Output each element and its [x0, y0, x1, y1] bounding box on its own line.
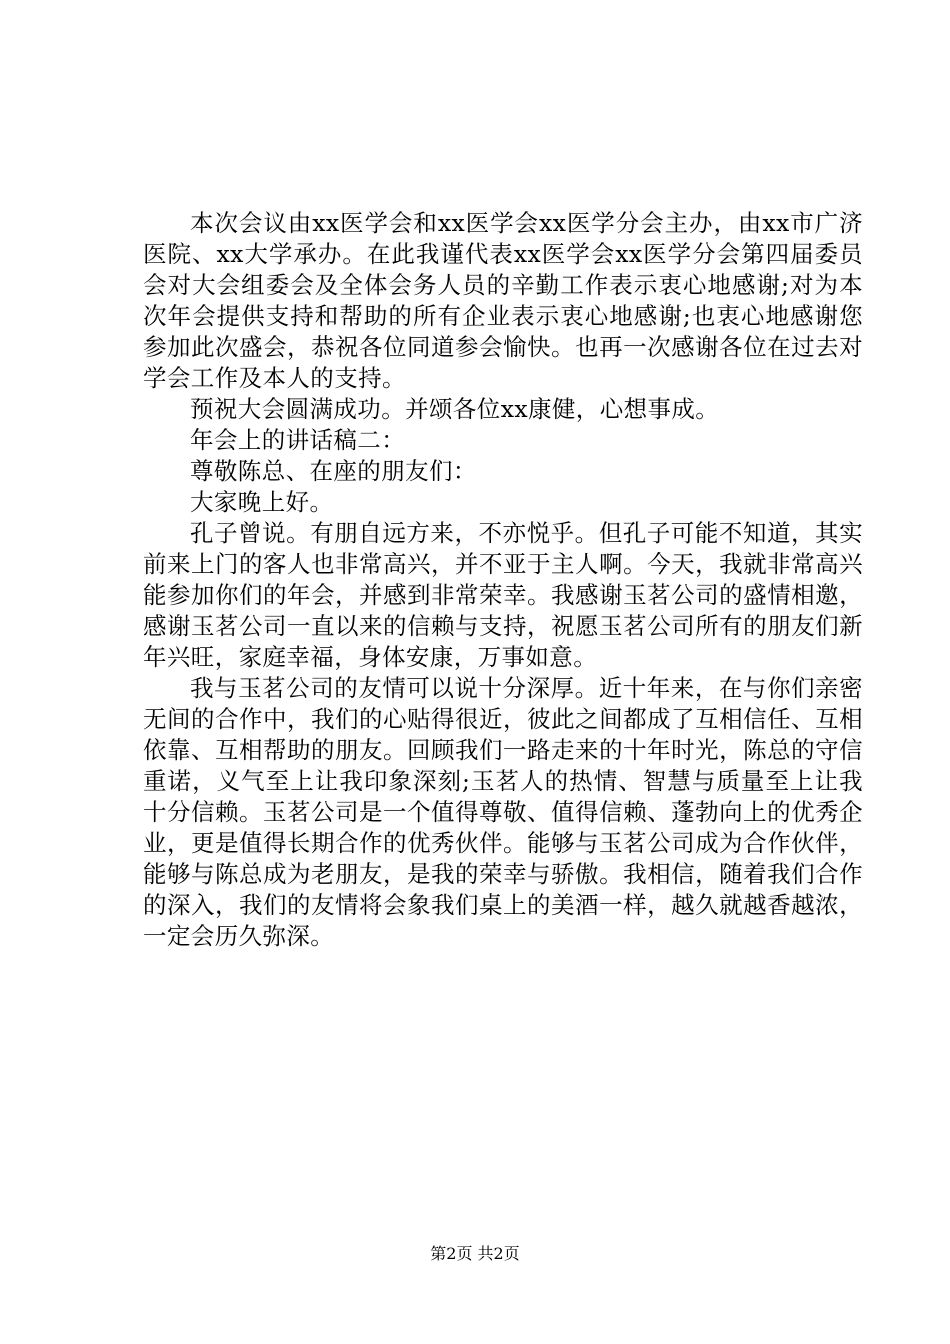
document-body — [143, 208, 863, 952]
paragraph-speech-title: 年会上的讲话稿二： — [190, 426, 406, 454]
paragraph-confucius: 孔子曾说。有朋自远方来，不亦悦乎。但孔子可能不知道，其实前来上门的客人也非常高兴，并不亚于主人啊。今天，我就非常高兴能参加你们的年会，并感到非常荣幸。我感谢玉茗公司的盛情相邀，感谢玉茗公司一直以来的信赖与支持，祝愿玉茗公司所有的朋友们新年兴旺，家庭幸福，身体安康，万事如意。 — [143, 519, 863, 671]
paragraph-salutation: 尊敬陈总、在座的朋友们： — [190, 457, 477, 485]
page-footer: 第2页 共2页 — [430, 1244, 520, 1263]
paragraph-friendship: 我与玉茗公司的友情可以说十分深厚。近十年来，在与你们亲密无间的合作中，我们的心贴得很近，彼此之间都成了互相信任、互相依靠、互相帮助的朋友。回顾我们一路走来的十年时光，陈总的守信重诺，义气至上让我印象深刻;玉茗人的热情、智慧与质量至上让我十分信赖。玉茗公司是一个值得尊敬、值得信赖、蓬勃向上的优秀企业，更是值得长期合作的优秀伙伴。能够与玉茗公司成为合作伙伴，能够与陈总成为老朋友，是我的荣幸与骄傲。我相信，随着我们合作的深入，我们的友情将会象我们桌上的美酒一样，越久就越香越浓，一定会历久弥深。 — [143, 674, 863, 950]
paragraph-conference-thanks: 本次会议由xx医学会和xx医学会xx医学分会主办，由xx市广济医院、xx大学承办。在此我谨代表xx医学会xx医学分会第四届委员会对大会组委会及全体会务人员的辛勤工作表示衷心地感谢;对为本次年会提供支持和帮助的所有企业表示衷心地感谢;也衷心地感谢您参加此次盛会，恭祝各位同道参会愉快。也再一次感谢各位在过去对学会工作及本人的支持。 — [143, 209, 863, 392]
paragraph-greeting: 大家晚上好。 — [190, 488, 334, 516]
paragraph-wishes: 预祝大会圆满成功。并颂各位xx康健，心想事成。 — [190, 395, 720, 423]
